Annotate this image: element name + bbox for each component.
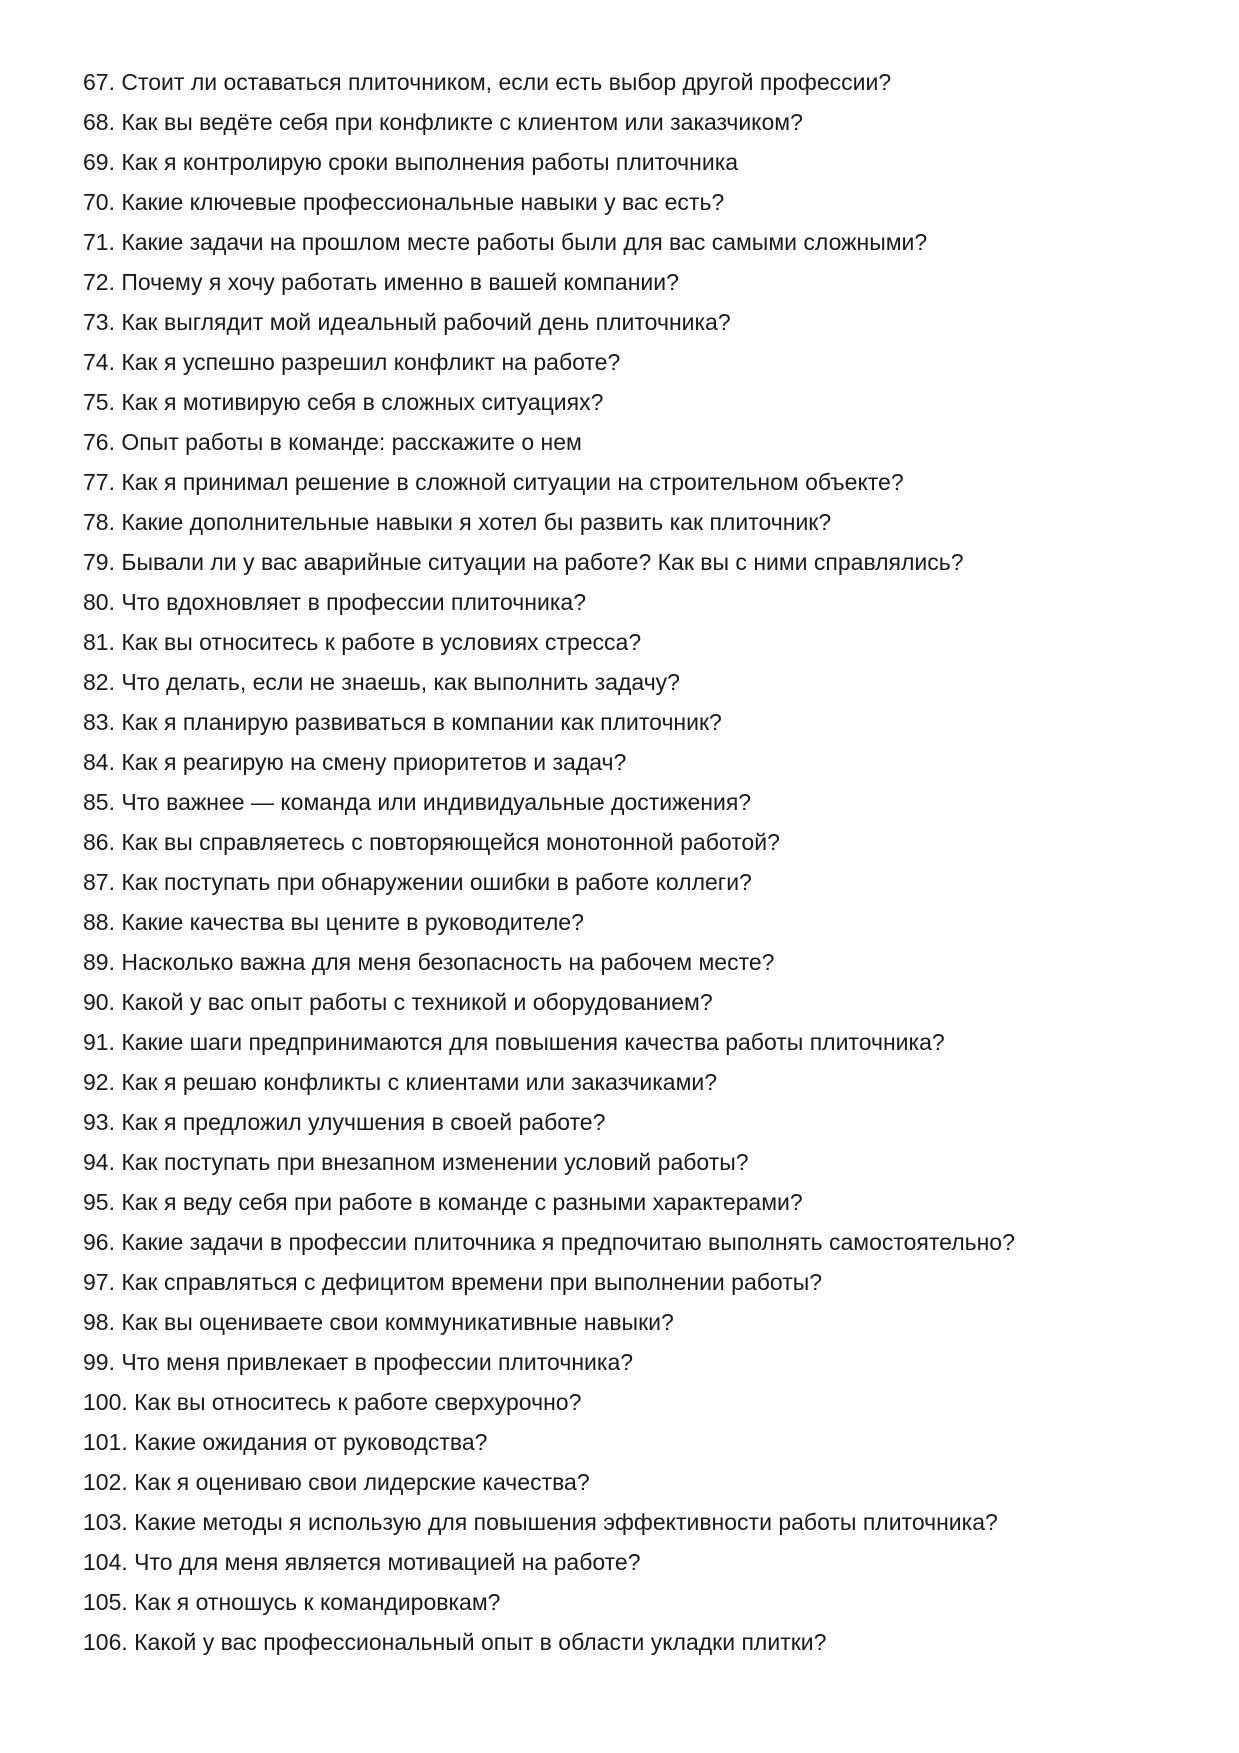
list-item: 99. Что меня привлекает в профессии плиточника?: [83, 1349, 634, 1375]
list-item: 100. Как вы относитесь к работе сверхурочно?: [83, 1389, 582, 1415]
list-item: 97. Как справляться с дефицитом времени при выполнении работы?: [83, 1269, 823, 1295]
list-item: 103. Какие методы я использую для повышения эффективности работы плиточника?: [83, 1509, 998, 1535]
list-item: 67. Стоит ли оставаться плиточником, если есть выбор другой профессии?: [83, 69, 892, 95]
list-item: 94. Как поступать при внезапном изменении условий работы?: [83, 1149, 749, 1175]
list-item: 76. Опыт работы в команде: расскажите о нем: [83, 429, 582, 455]
list-item: 102. Как я оцениваю свои лидерские качества?: [83, 1469, 590, 1495]
list-item: 90. Какой у вас опыт работы с техникой и оборудованием?: [83, 989, 713, 1015]
list-item: 87. Как поступать при обнаружении ошибки в работе коллеги?: [83, 869, 752, 895]
list-item: 70. Какие ключевые профессиональные навыки у вас есть?: [83, 189, 725, 215]
list-item: 89. Насколько важна для меня безопасность на рабочем месте?: [83, 949, 775, 975]
list-item: 98. Как вы оцениваете свои коммуникативные навыки?: [83, 1309, 674, 1335]
list-item: 84. Как я реагирую на смену приоритетов и задач?: [83, 749, 627, 775]
list-item: 69. Как я контролирую сроки выполнения работы плиточника: [83, 149, 739, 175]
list-item: 75. Как я мотивирую себя в сложных ситуациях?: [83, 389, 604, 415]
list-item: 79. Бывали ли у вас аварийные ситуации на работе? Как вы с ними справлялись?: [83, 549, 964, 575]
list-item: 96. Какие задачи в профессии плиточника я предпочитаю выполнять самостоятельно?: [83, 1229, 1015, 1255]
list-item: 95. Как я веду себя при работе в команде с разными характерами?: [83, 1189, 803, 1215]
question-list: [83, 62, 1203, 1662]
list-item: 104. Что для меня является мотивацией на работе?: [83, 1549, 641, 1575]
list-item: 81. Как вы относитесь к работе в условиях стресса?: [83, 629, 642, 655]
list-item: 92. Как я решаю конфликты с клиентами или заказчиками?: [83, 1069, 718, 1095]
list-item: 91. Какие шаги предпринимаются для повышения качества работы плиточника?: [83, 1029, 945, 1055]
list-item: 85. Что важнее — команда или индивидуальные достижения?: [83, 789, 752, 815]
list-item: 68. Как вы ведёте себя при конфликте с клиентом или заказчиком?: [83, 109, 803, 135]
list-item: 78. Какие дополнительные навыки я хотел бы развить как плиточник?: [83, 509, 832, 535]
list-item: 105. Как я отношусь к командировкам?: [83, 1589, 501, 1615]
list-item: 88. Какие качества вы цените в руководителе?: [83, 909, 584, 935]
list-item: 80. Что вдохновляет в профессии плиточника?: [83, 589, 586, 615]
list-item: 73. Как выглядит мой идеальный рабочий день плиточника?: [83, 309, 731, 335]
list-item: 72. Почему я хочу работать именно в вашей компании?: [83, 269, 679, 295]
list-item: 83. Как я планирую развиваться в компании как плиточник?: [83, 709, 722, 735]
list-item: 101. Какие ожидания от руководства?: [83, 1429, 488, 1455]
list-item: 86. Как вы справляетесь с повторяющейся монотонной работой?: [83, 829, 780, 855]
list-item: 82. Что делать, если не знаешь, как выполнить задачу?: [83, 669, 680, 695]
list-item: 74. Как я успешно разрешил конфликт на работе?: [83, 349, 621, 375]
list-item: 71. Какие задачи на прошлом месте работы были для вас самыми сложными?: [83, 229, 928, 255]
list-item: 77. Как я принимал решение в сложной ситуации на строительном объекте?: [83, 469, 904, 495]
list-item: 93. Как я предложил улучшения в своей работе?: [83, 1109, 606, 1135]
list-item: 106. Какой у вас профессиональный опыт в области укладки плитки?: [83, 1629, 827, 1655]
